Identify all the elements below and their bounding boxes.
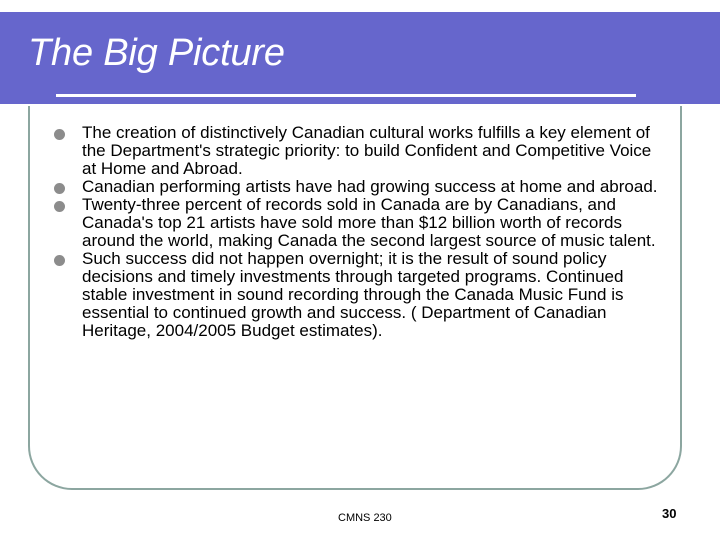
bullet-text: Twenty-three percent of records sold in Canada are by Canadians, and Canada's top 21 artists have sold more than $12 billion worth of records around the world, making Canada the second largest source of music talent. — [82, 195, 656, 250]
bullet-text: The creation of distinctively Canadian cultural works fulfills a key element of the Department's strategic priority: to build Confident and Competitive Voice at Home and Abroad. — [82, 123, 652, 178]
bullet-item — [54, 250, 664, 340]
bullet-dot-icon — [54, 255, 65, 266]
bullet-item — [54, 196, 664, 250]
bullet-item — [54, 124, 664, 178]
bullet-dot-icon — [54, 129, 65, 140]
page-number: 30 — [662, 506, 677, 521]
slide-title: The Big Picture — [28, 32, 285, 74]
bullet-text: Such success did not happen overnight; it is the result of sound policy decisions and timely investments through targeted programs. Continued stable investment in sound recording through the Canada Music Fund is essential to continued growth and success. ( Department of Canadian Heritage, 2004/2005 Budget estimates). — [82, 249, 624, 340]
bullet-text: Canadian performing artists have had growing success at home and abroad. — [82, 177, 658, 196]
footer-course-code: CMNS 230 — [338, 512, 392, 524]
bullet-dot-icon — [54, 201, 65, 212]
title-underline — [56, 94, 636, 97]
bullet-list — [54, 124, 664, 340]
bullet-dot-icon — [54, 183, 65, 194]
bullet-item — [54, 178, 664, 196]
